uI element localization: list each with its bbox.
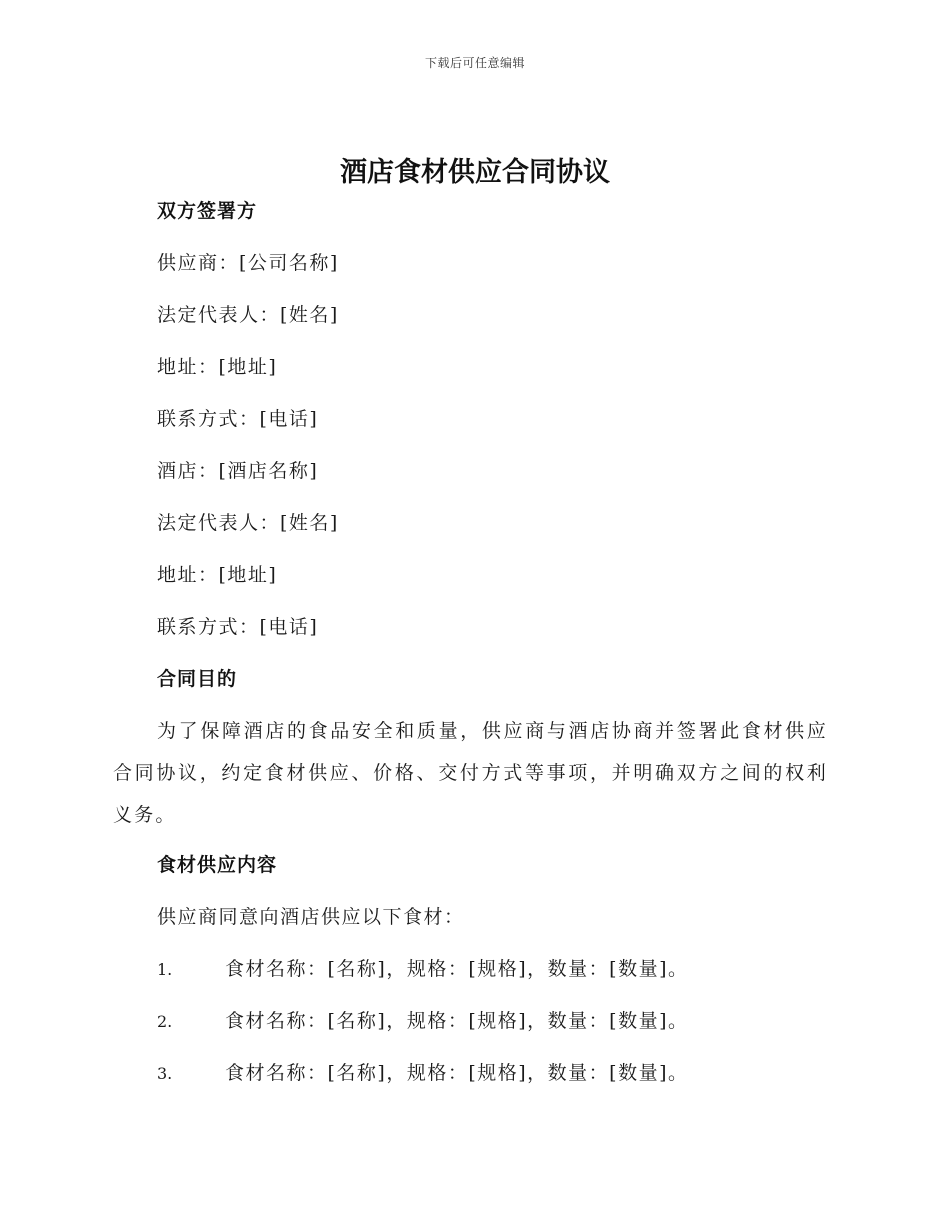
party-line-hotel-address: 地址：[地址] (157, 564, 278, 586)
party-line-supplier-address: 地址：[地址] (157, 356, 278, 378)
page-header-note: 下载后可任意编辑 (424, 56, 525, 70)
document-title: 酒店食材供应合同协议 (340, 157, 610, 188)
supply-list-item (113, 1058, 828, 1110)
party-line-supplier-contact: 联系方式：[电话] (157, 408, 319, 430)
purpose-paragraph: 为了保障酒店的食品安全和质量，供应商与酒店协商并签署此食材供应合同协议，约定食材供应、价格、交付方式等事项，并明确双方之间的权利义务。 (113, 720, 828, 826)
supply-list-item (113, 1006, 828, 1058)
list-item-number: 1. (157, 960, 173, 979)
document-body (113, 196, 828, 1110)
section-heading-parties: 双方签署方 (157, 200, 258, 222)
list-item-text: 食材名称：[名称]，规格：[规格]，数量：[数量]。 (225, 1010, 689, 1032)
party-line-hotel-contact: 联系方式：[电话] (157, 616, 319, 638)
party-line-hotel: 酒店：[酒店名称] (157, 460, 319, 482)
supply-intro: 供应商同意向酒店供应以下食材： (157, 906, 465, 928)
list-item-number: 3. (157, 1064, 173, 1083)
section-heading-purpose: 合同目的 (157, 668, 238, 690)
party-line-hotel-representative: 法定代表人：[姓名] (157, 512, 339, 534)
section-heading-supply: 食材供应内容 (157, 854, 278, 876)
list-item-text: 食材名称：[名称]，规格：[规格]，数量：[数量]。 (225, 958, 689, 980)
party-line-supplier: 供应商：[公司名称] (157, 252, 339, 274)
list-item-text: 食材名称：[名称]，规格：[规格]，数量：[数量]。 (225, 1062, 689, 1084)
party-line-supplier-representative: 法定代表人：[姓名] (157, 304, 339, 326)
supply-list-item (113, 954, 828, 1006)
list-item-number: 2. (157, 1012, 173, 1031)
